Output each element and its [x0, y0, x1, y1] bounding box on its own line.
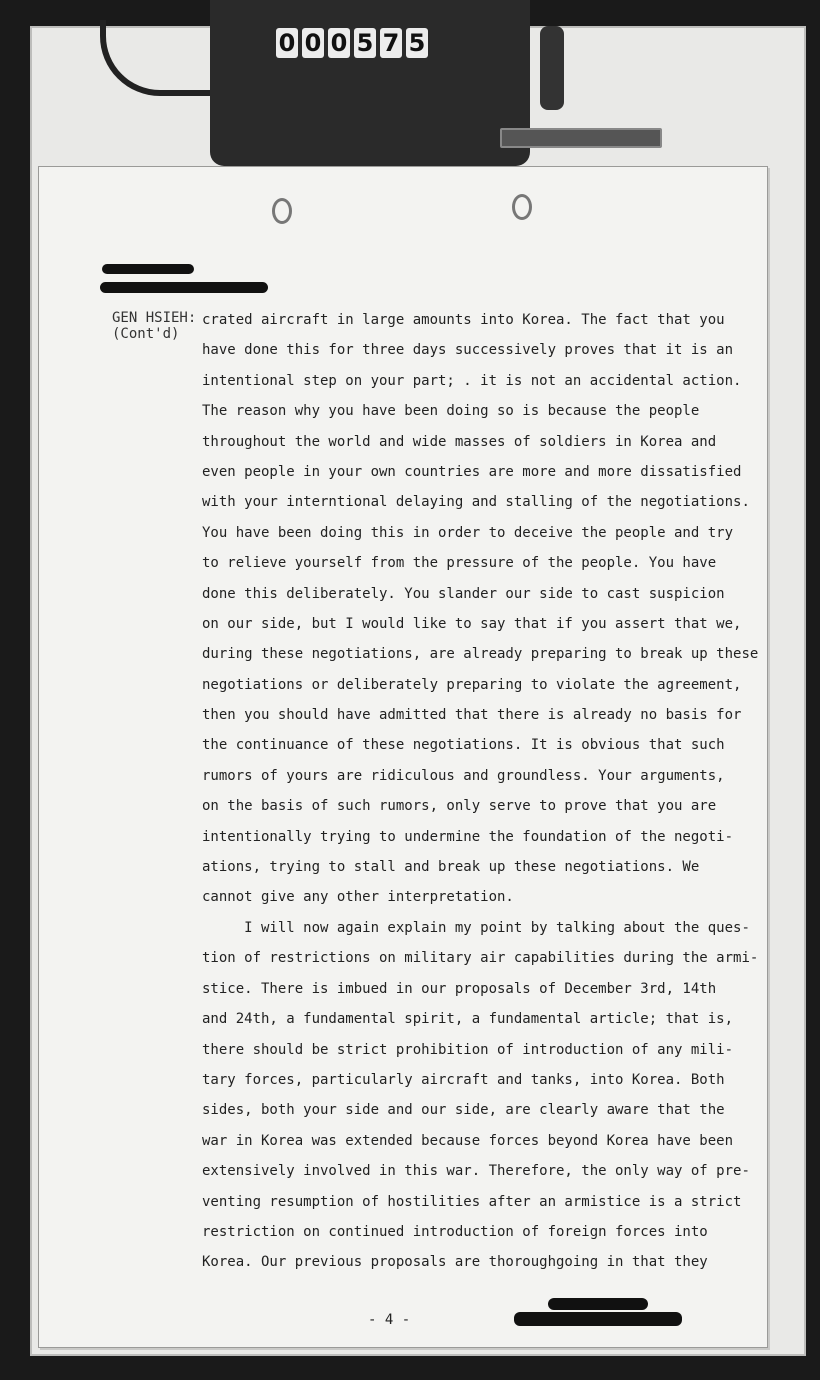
text-line: war in Korea was extended because forces beyond Korea have been [202, 1132, 734, 1149]
text-line: to relieve yourself from the pressure of the people. You have [202, 555, 717, 572]
counter-digit: 5 [354, 28, 376, 58]
text-line: venting resumption of hostilities after an armistice is a strict [202, 1193, 742, 1210]
text-line: tary forces, particularly aircraft and tanks, into Korea. Both [202, 1071, 725, 1088]
counter-digit: 0 [276, 28, 298, 58]
text-line: restriction on continued introduction of foreign forces into [202, 1223, 708, 1240]
text-line: there should be strict prohibition of introduction of any mili- [202, 1041, 734, 1058]
text-line: extensively involved in this war. Therefore, the only way of pre- [202, 1163, 750, 1180]
text-line: rumors of yours are ridiculous and groundless. Your arguments, [202, 767, 725, 784]
text-line: the continuance of these negotiations. It is obvious that such [202, 737, 725, 754]
counter-digit: 7 [380, 28, 402, 58]
text-line: crated aircraft in large amounts into Korea. The fact that you [202, 312, 725, 328]
text-line: intentionally trying to undermine the foundation of the negoti- [202, 828, 734, 845]
text-line: You have been doing this in order to deceive the people and try [202, 524, 734, 541]
text-line: tion of restrictions on military air capabilities during the armi- [202, 950, 759, 967]
text-line: on our side, but I would like to say that if you assert that we, [202, 615, 742, 632]
text-line: then you should have admitted that there is already no basis for [202, 707, 742, 724]
speaker-name: GEN HSIEH: [112, 310, 197, 326]
text-line: negotiations or deliberately preparing to violate the agreement, [202, 676, 742, 693]
text-line: sides, both your side and our side, are clearly aware that the [202, 1102, 725, 1119]
counter-digit: 0 [302, 28, 324, 58]
text-line: and 24th, a fundamental spirit, a fundamental article; that is, [202, 1011, 734, 1028]
punch-hole [272, 198, 292, 224]
speaker-continued: (Cont'd) [112, 326, 180, 342]
redaction-bar [100, 282, 268, 293]
redaction-bar [548, 1298, 648, 1310]
speaker-label [112, 310, 196, 342]
text-line: stice. There is imbued in our proposals of December 3rd, 14th [202, 980, 717, 997]
text-line: with your interntional delaying and stalling of the negotiations. [202, 494, 750, 511]
text-line: The reason why you have been doing so is because the people [202, 403, 700, 420]
page-number: - 4 - [368, 1312, 411, 1328]
redaction-bar [102, 264, 194, 274]
text-line: cannot give any other interpretation. [202, 889, 514, 906]
counter-digit: 5 [406, 28, 428, 58]
counter-digit: 0 [328, 28, 350, 58]
paragraph-1 [202, 305, 759, 913]
text-line: ations, trying to stall and break up these negotiations. We [202, 859, 700, 876]
text-line: during these negotiations, are already preparing to break up these [202, 646, 759, 663]
text-line: done this deliberately. You slander our side to cast suspicion [202, 585, 725, 602]
text-line: have done this for three days successively proves that it is an [202, 342, 734, 359]
punch-hole [512, 194, 532, 220]
paragraph-2 [202, 913, 759, 1278]
text-line: intentional step on your part; . it is not an accidental action. [202, 372, 742, 389]
frame-counter-device [210, 0, 530, 166]
counter-knob [540, 26, 564, 110]
text-line: throughout the world and wide masses of soldiers in Korea and [202, 433, 717, 450]
counter-slot [500, 128, 662, 148]
text-line: even people in your own countries are more and more dissatisfied [202, 463, 742, 480]
redaction-bar [514, 1312, 682, 1326]
text-line: Korea. Our previous proposals are thoroughgoing in that they [202, 1254, 708, 1271]
frame-counter-digits [276, 28, 428, 58]
text-line: on the basis of such rumors, only serve to prove that you are [202, 798, 717, 815]
text-line: I will now again explain my point by talking about the ques- [202, 920, 750, 936]
